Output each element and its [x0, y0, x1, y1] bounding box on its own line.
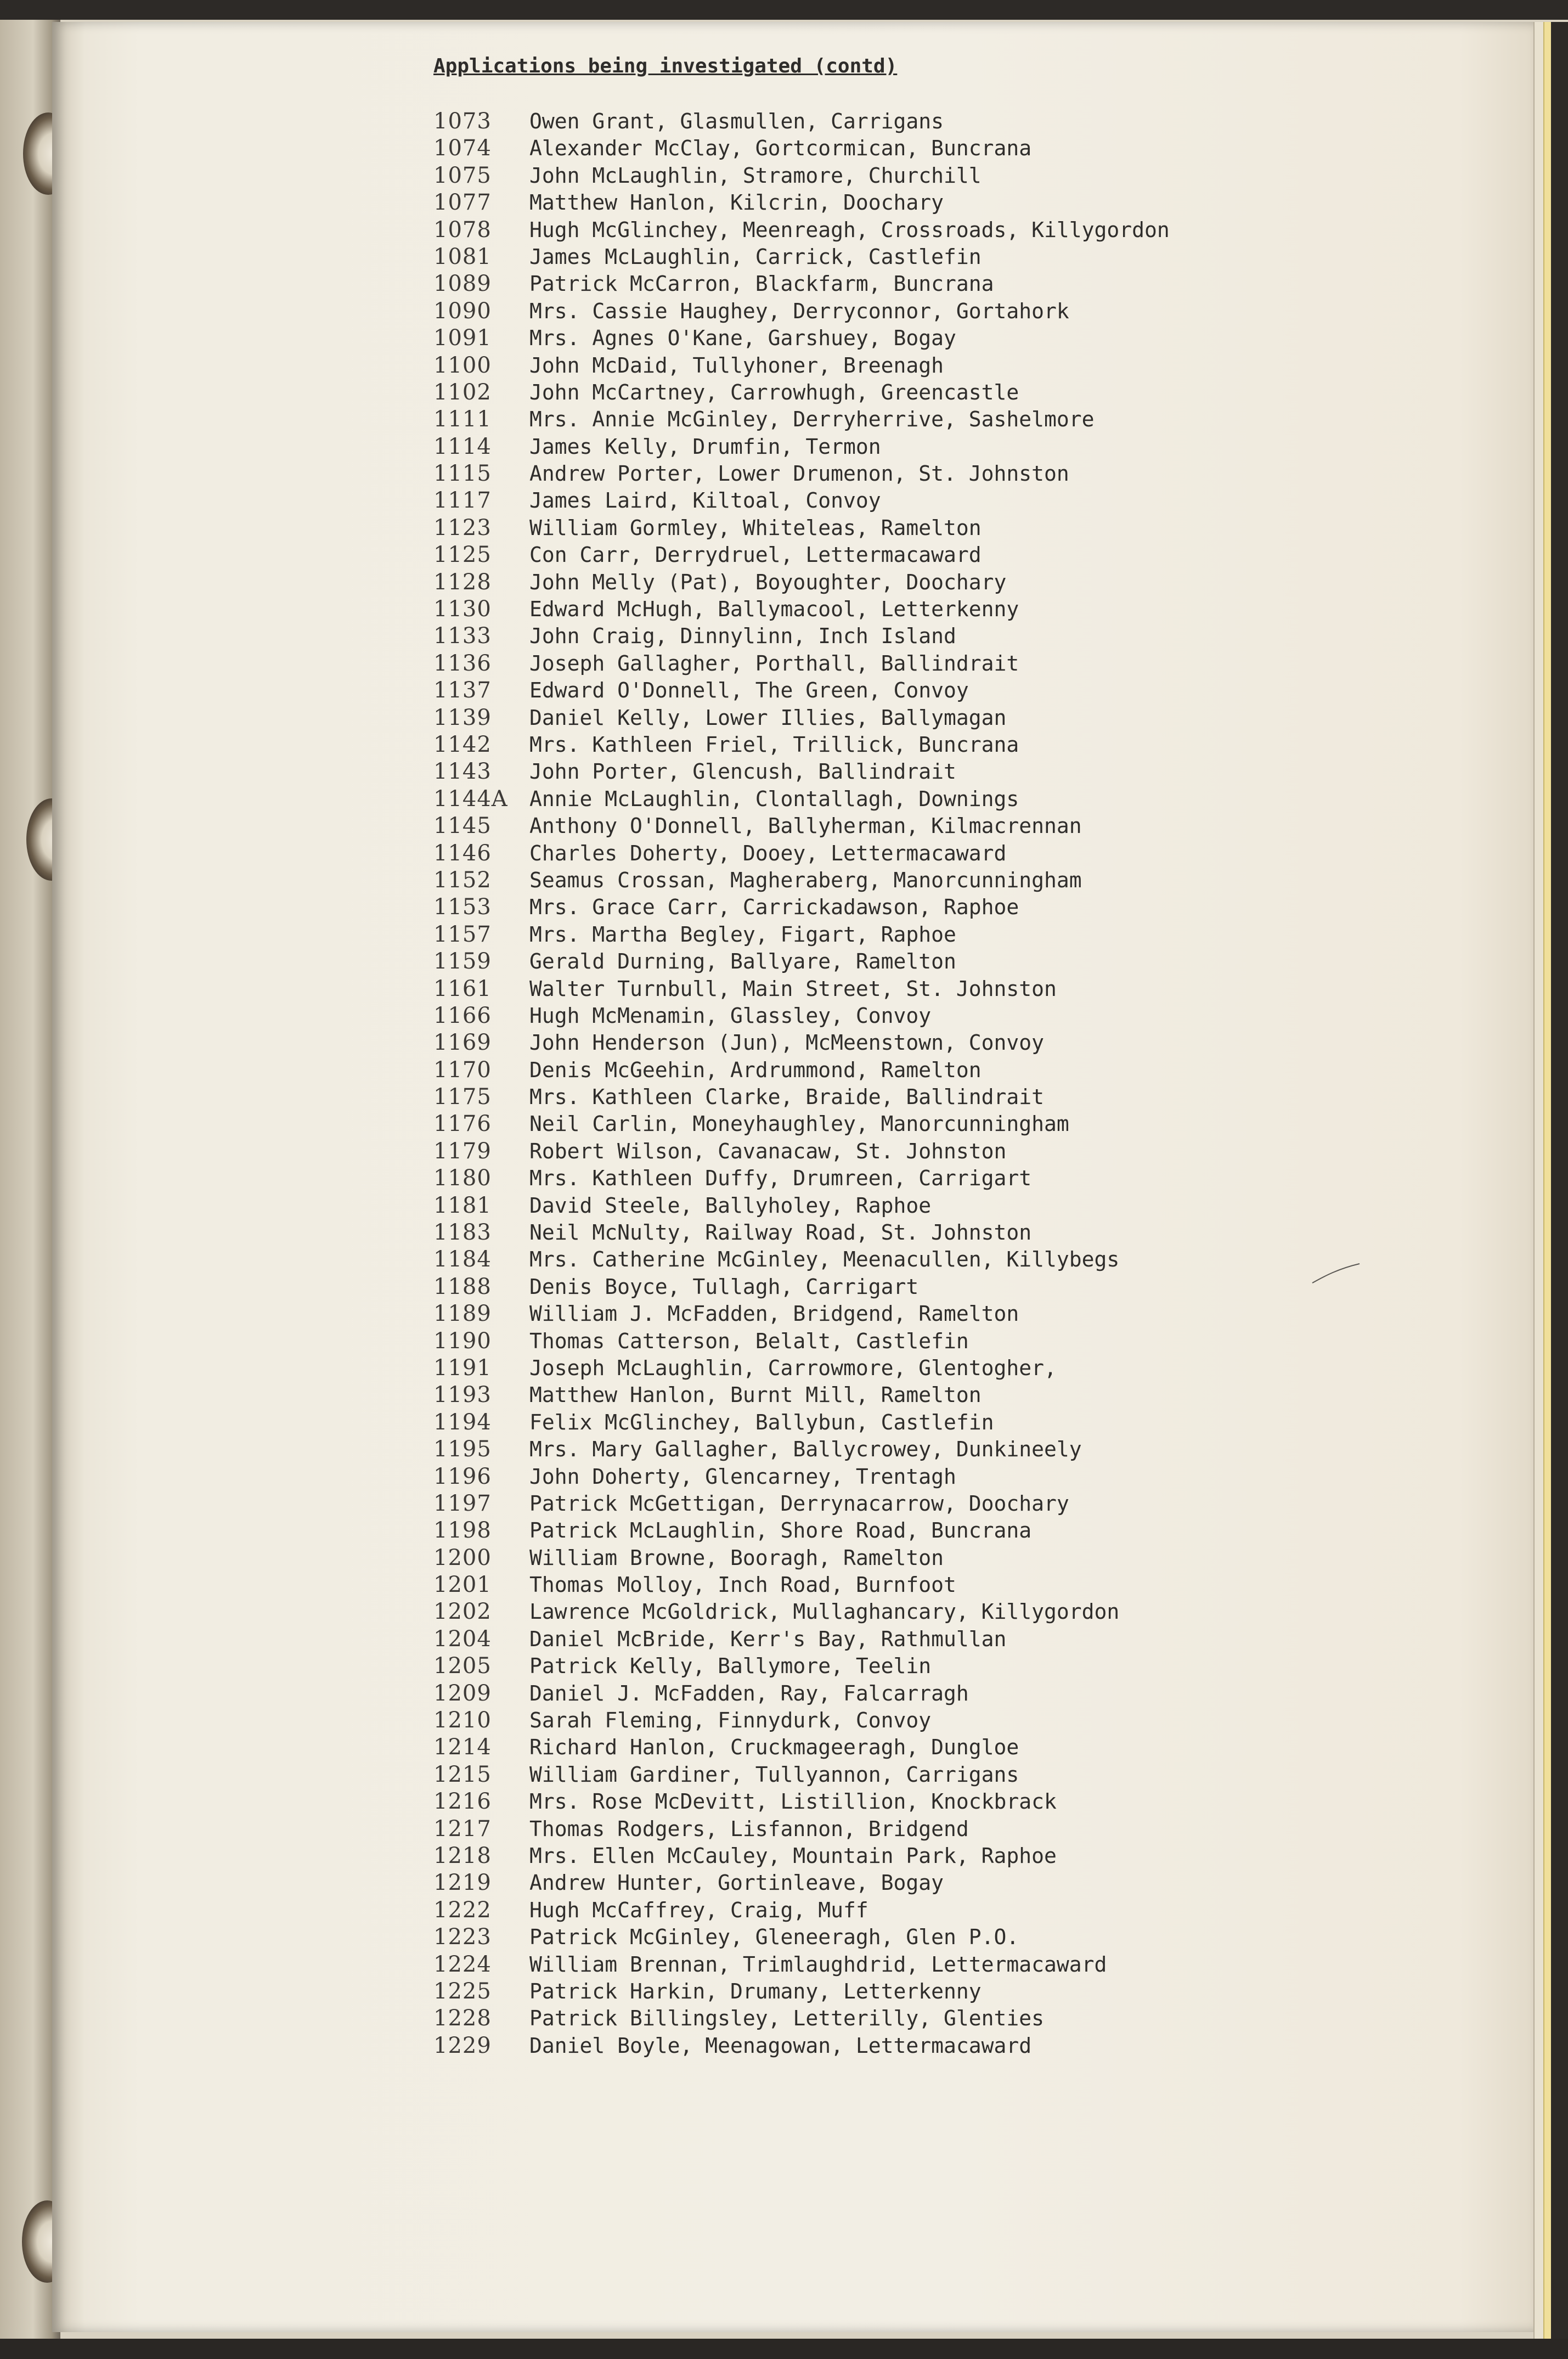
applicant-details: Hugh McMenamin, Glassley, Convoy [529, 1003, 932, 1028]
applicant-details: Matthew Hanlon, Kilcrin, Doochary [529, 190, 944, 215]
application-number: 1218 [433, 1843, 492, 1868]
applicant-details: Thomas Molloy, Inch Road, Burnfoot [529, 1573, 956, 1597]
applicant-details: Mrs. Martha Begley, Figart, Raphoe [529, 922, 956, 947]
application-number: 1139 [433, 705, 492, 730]
list-item [433, 325, 1476, 352]
list-item [433, 1979, 1476, 2006]
applicant-details: John Doherty, Glencarney, Trentagh [529, 1464, 956, 1489]
applicant-details: Patrick Harkin, Drumany, Letterkenny [529, 1979, 982, 2003]
application-number: 1091 [433, 325, 492, 351]
application-number: 1193 [433, 1382, 492, 1408]
list-item [433, 461, 1476, 488]
applicant-details: Patrick McGettigan, Derrynacarrow, Doochary [529, 1491, 1069, 1516]
application-number: 1181 [433, 1192, 492, 1218]
list-item [433, 1437, 1476, 1463]
list-item [433, 1382, 1476, 1409]
applicant-details: Andrew Hunter, Gortinleave, Bogay [529, 1871, 944, 1895]
applicant-details: Anthony O'Donnell, Ballyherman, Kilmacrennan [529, 814, 1082, 838]
binding-margin [0, 20, 60, 2341]
application-number: 1123 [433, 515, 492, 541]
list-item [433, 271, 1476, 298]
list-item [433, 299, 1476, 325]
applicant-details: Walter Turnbull, Main Street, St. Johnston [529, 976, 1057, 1001]
list-item [433, 678, 1476, 705]
list-item [433, 1410, 1476, 1437]
applicant-details: John Craig, Dinnylinn, Inch Island [529, 624, 956, 649]
list-item [433, 136, 1476, 162]
applicant-details: John Henderson (Jun), McMeenstown, Convoy [529, 1031, 1044, 1055]
application-number: 1142 [433, 731, 492, 757]
list-item [433, 570, 1476, 596]
list-item [433, 1762, 1476, 1789]
list-item [433, 434, 1476, 461]
applicant-details: William Brennan, Trimlaughdrid, Lettermacaward [529, 1952, 1107, 1977]
applicant-details: James Laird, Kiltoal, Convoy [529, 488, 881, 513]
applicant-details: David Steele, Ballyholey, Raphoe [529, 1193, 932, 1218]
application-number: 1115 [433, 461, 492, 487]
list-item [433, 1870, 1476, 1897]
list-item [433, 1708, 1476, 1735]
application-number: 1180 [433, 1166, 492, 1191]
applicant-details: Robert Wilson, Cavanacaw, St. Johnston [529, 1139, 1007, 1163]
applicant-details: Seamus Crossan, Magheraberg, Manorcunningham [529, 868, 1082, 892]
applicant-details: Patrick McLaughlin, Shore Road, Buncrana [529, 1518, 1032, 1543]
application-number: 1153 [433, 894, 492, 920]
list-item [433, 759, 1476, 786]
applicant-details: Daniel J. McFadden, Ray, Falcarragh [529, 1681, 969, 1705]
application-number: 1159 [433, 949, 492, 975]
list-item [433, 109, 1476, 136]
applicant-details: Hugh McGlinchey, Meenreagh, Crossroads, Killygordon [529, 217, 1170, 242]
applicant-details: Joseph McLaughlin, Carrowmore, Glentogher, [529, 1355, 1057, 1380]
applicant-details: Edward O'Donnell, The Green, Convoy [529, 678, 969, 703]
list-item [433, 1545, 1476, 1572]
applicant-details: Felix McGlinchey, Ballybun, Castlefin [529, 1410, 994, 1434]
application-number: 1229 [433, 2033, 492, 2058]
list-item [433, 1816, 1476, 1843]
applicant-details: James Kelly, Drumfin, Termon [529, 434, 881, 459]
applicant-details: Patrick Kelly, Ballymore, Teelin [529, 1654, 932, 1679]
page-edge [1533, 22, 1544, 2343]
application-number: 1143 [433, 759, 492, 785]
list-item [433, 1166, 1476, 1192]
list-item [433, 488, 1476, 515]
application-number: 1102 [433, 379, 492, 405]
application-number: 1152 [433, 867, 492, 893]
list-item [433, 922, 1476, 949]
list-item [433, 1464, 1476, 1491]
application-number: 1194 [433, 1409, 492, 1435]
application-number: 1090 [433, 298, 492, 324]
applicant-details: Gerald Durning, Ballyare, Ramelton [529, 949, 956, 974]
application-number: 1125 [433, 542, 492, 568]
application-number: 1114 [433, 433, 492, 459]
list-item [433, 190, 1476, 217]
applicant-details: Mrs. Kathleen Clarke, Braide, Ballindrait [529, 1085, 1044, 1110]
applicant-details: Charles Doherty, Dooey, Lettermacaward [529, 841, 1007, 865]
application-number: 1136 [433, 650, 492, 676]
list-item [433, 1952, 1476, 1979]
application-number: 1111 [433, 407, 492, 432]
list-item [433, 651, 1476, 678]
list-item [433, 2006, 1476, 2033]
applicant-details: John McCartney, Carrowhugh, Greencastle [529, 380, 1019, 404]
application-number: 1133 [433, 623, 492, 649]
applicant-details: Andrew Porter, Lower Drumenon, St. Johnston [529, 461, 1069, 486]
applicant-details: Sarah Fleming, Finnydurk, Convoy [529, 1708, 932, 1733]
application-number: 1200 [433, 1545, 492, 1570]
application-number: 1198 [433, 1518, 492, 1544]
applicant-details: Neil Carlin, Moneyhaughley, Manorcunningham [529, 1112, 1069, 1136]
list-item [433, 1898, 1476, 1924]
applicant-details: Daniel McBride, Kerr's Bay, Rathmullan [529, 1626, 1007, 1651]
list-item [433, 1735, 1476, 1761]
list-item [433, 380, 1476, 407]
application-number: 1137 [433, 678, 492, 703]
application-number: 1228 [433, 2006, 492, 2031]
applicant-details: William Browne, Booragh, Ramelton [529, 1545, 944, 1570]
applicant-details: Annie McLaughlin, Clontallagh, Downings [529, 786, 1019, 811]
application-number: 1217 [433, 1816, 492, 1842]
application-number: 1170 [433, 1057, 492, 1083]
list-item [433, 949, 1476, 976]
application-number: 1179 [433, 1138, 492, 1164]
list-item [433, 1084, 1476, 1111]
applicant-details: Owen Grant, Glasmullen, Carrigans [529, 109, 944, 133]
list-item [433, 786, 1476, 813]
application-number: 1073 [433, 109, 492, 134]
applicant-details: William Gardiner, Tullyannon, Carrigans [529, 1762, 1019, 1787]
list-item [433, 868, 1476, 894]
list-item [433, 894, 1476, 921]
application-number: 1075 [433, 162, 492, 188]
list-item [433, 163, 1476, 190]
applicant-details: John McLaughlin, Stramore, Churchill [529, 163, 982, 188]
applicant-details: Matthew Hanlon, Burnt Mill, Ramelton [529, 1383, 982, 1407]
application-number: 1215 [433, 1761, 492, 1787]
application-number: 1100 [433, 352, 492, 378]
list-item [433, 705, 1476, 732]
list-item [433, 623, 1476, 650]
list-item [433, 1789, 1476, 1816]
list-item [433, 1599, 1476, 1626]
applicant-details: Edward McHugh, Ballymacool, Letterkenny [529, 597, 1019, 622]
application-number: 1214 [433, 1735, 492, 1760]
applicant-details: Richard Hanlon, Cruckmageeragh, Dungloe [529, 1735, 1019, 1760]
list-item [433, 1491, 1476, 1518]
list-item [433, 2033, 1476, 2060]
applicant-details: John Porter, Glencush, Ballindrait [529, 759, 956, 784]
application-number: 1202 [433, 1599, 492, 1625]
list-item [433, 407, 1476, 433]
list-item [433, 1572, 1476, 1599]
applicant-details: Neil McNulty, Railway Road, St. Johnston [529, 1220, 1032, 1245]
applicant-details: Joseph Gallagher, Porthall, Ballindrait [529, 651, 1019, 675]
applicant-details: Mrs. Catherine McGinley, Meenacullen, Killybegs [529, 1247, 1120, 1272]
list-item [433, 1355, 1476, 1382]
application-number: 1077 [433, 190, 492, 216]
list-item [433, 353, 1476, 380]
application-number: 1195 [433, 1437, 492, 1462]
applicant-details: John Melly (Pat), Boyoughter, Doochary [529, 570, 1007, 594]
application-number: 1225 [433, 1978, 492, 2004]
application-number: 1117 [433, 488, 492, 514]
application-number: 1169 [433, 1030, 492, 1056]
list-item [433, 1843, 1476, 1870]
application-number: 1210 [433, 1708, 492, 1733]
list-item [433, 1626, 1476, 1653]
applicant-details: Con Carr, Derrydruel, Lettermacaward [529, 543, 982, 567]
list-item [433, 1111, 1476, 1138]
bottom-edge [0, 2339, 1568, 2359]
applicant-details: Patrick McGinley, Gleneeragh, Glen P.O. [529, 1925, 1019, 1950]
applicant-details: William J. McFadden, Bridgend, Ramelton [529, 1302, 1019, 1326]
entry-list [433, 109, 1476, 2060]
background-edge [1551, 22, 1568, 2343]
application-number: 1190 [433, 1328, 492, 1354]
list-item [433, 732, 1476, 759]
application-number: 1222 [433, 1897, 492, 1923]
list-item [433, 1139, 1476, 1166]
application-number: 1223 [433, 1924, 492, 1950]
applicant-details: William Gormley, Whiteleas, Ramelton [529, 515, 982, 540]
application-number: 1130 [433, 596, 492, 622]
applicant-details: Daniel Kelly, Lower Illies, Ballymagan [529, 705, 1007, 730]
application-number: 1209 [433, 1680, 492, 1706]
list-item [433, 1924, 1476, 1951]
applicant-details: Thomas Rodgers, Lisfannon, Bridgend [529, 1816, 969, 1841]
applicant-details: Mrs. Kathleen Duffy, Drumreen, Carrigart [529, 1166, 1032, 1191]
applicant-details: Mrs. Kathleen Friel, Trillick, Buncrana [529, 732, 1019, 757]
list-item [433, 841, 1476, 868]
applicant-details: Lawrence McGoldrick, Mullaghancary, Killygordon [529, 1600, 1120, 1624]
application-number: 1224 [433, 1951, 492, 1977]
application-number: 1146 [433, 840, 492, 866]
application-number: 1074 [433, 136, 492, 161]
application-number: 1184 [433, 1247, 492, 1273]
application-number: 1128 [433, 569, 492, 595]
applicant-details: Alexander McClay, Gortcormican, Buncrana [529, 136, 1032, 161]
application-number: 1183 [433, 1220, 492, 1246]
applicant-details: Denis Boyce, Tullagh, Carrigart [529, 1274, 919, 1299]
application-number: 1201 [433, 1572, 492, 1598]
list-item [433, 1653, 1476, 1680]
applicant-details: James McLaughlin, Carrick, Castlefin [529, 244, 982, 269]
list-item [433, 244, 1476, 271]
application-number: 1219 [433, 1870, 492, 1896]
application-number: 1144A [433, 786, 508, 812]
list-item [433, 813, 1476, 840]
application-number: 1189 [433, 1301, 492, 1327]
list-item [433, 1220, 1476, 1247]
application-number: 1205 [433, 1653, 492, 1679]
list-item [433, 1003, 1476, 1030]
application-number: 1157 [433, 921, 492, 947]
applicant-details: Mrs. Agnes O'Kane, Garshuey, Bogay [529, 326, 956, 351]
list-item [433, 542, 1476, 569]
applicant-details: John McDaid, Tullyhoner, Breenagh [529, 353, 944, 378]
application-number: 1204 [433, 1626, 492, 1652]
list-item [433, 1057, 1476, 1084]
list-item [433, 976, 1476, 1003]
application-number: 1191 [433, 1355, 492, 1381]
application-number: 1175 [433, 1084, 492, 1110]
application-number: 1196 [433, 1463, 492, 1489]
list-item [433, 596, 1476, 623]
list-item [433, 1518, 1476, 1545]
application-number: 1216 [433, 1789, 492, 1815]
application-number: 1089 [433, 271, 492, 297]
list-item [433, 1681, 1476, 1708]
document-title: Applications being investigated (contd) [433, 55, 898, 77]
applicant-details: Mrs. Cassie Haughey, Derryconnor, Gortahork [529, 299, 1069, 323]
list-item [433, 1030, 1476, 1057]
list-item [433, 515, 1476, 542]
applicant-details: Mrs. Rose McDevitt, Listillion, Knockbrack [529, 1789, 1057, 1814]
applicant-details: Mrs. Mary Gallagher, Ballycrowey, Dunkineely [529, 1437, 1082, 1462]
applicant-details: Daniel Boyle, Meenagowan, Lettermacaward [529, 2033, 1032, 2058]
applicant-details: Thomas Catterson, Belalt, Castlefin [529, 1328, 969, 1353]
applicant-details: Mrs. Grace Carr, Carrickadawson, Raphoe [529, 895, 1019, 920]
applicant-details: Mrs. Ellen McCauley, Mountain Park, Raphoe [529, 1844, 1057, 1868]
application-number: 1176 [433, 1111, 492, 1137]
list-item [433, 1301, 1476, 1328]
application-number: 1078 [433, 217, 492, 243]
applicant-details: Hugh McCaffrey, Craig, Muff [529, 1898, 868, 1922]
applicant-details: Mrs. Annie McGinley, Derryherrive, Sashelmore [529, 407, 1095, 432]
pen-mark [1311, 1262, 1361, 1284]
application-number: 1166 [433, 1003, 492, 1028]
applicant-details: Patrick Billingsley, Letterilly, Glenties [529, 2006, 1044, 2031]
list-item [433, 1328, 1476, 1355]
application-number: 1145 [433, 813, 492, 839]
application-number: 1081 [433, 244, 492, 269]
list-item [433, 1193, 1476, 1220]
application-number: 1188 [433, 1274, 492, 1299]
applicant-details: Patrick McCarron, Blackfarm, Buncrana [529, 272, 994, 296]
list-item [433, 217, 1476, 244]
applicant-details: Denis McGeehin, Ardrummond, Ramelton [529, 1057, 982, 1082]
application-number: 1197 [433, 1490, 492, 1516]
application-number: 1161 [433, 976, 492, 1001]
